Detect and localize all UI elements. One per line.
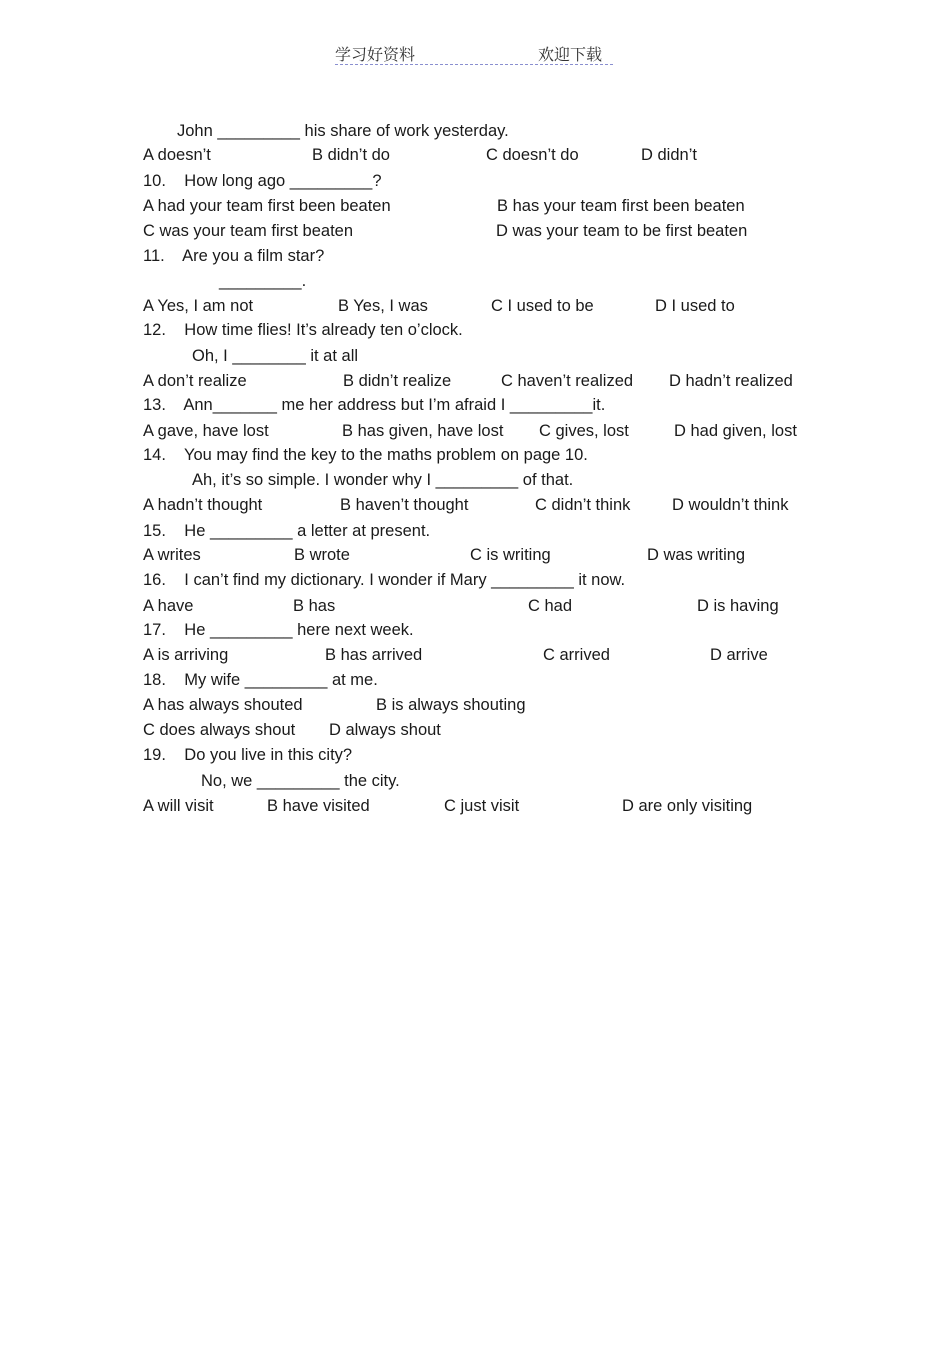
question-11-answer-blank: _________. xyxy=(219,272,307,290)
question-16-option-b: B has xyxy=(293,597,336,615)
question-16-option-d: D is having xyxy=(697,597,779,615)
question-19-option-a: A will visit xyxy=(143,797,214,815)
question-14-option-c: C didn’t think xyxy=(535,496,631,514)
question-19-option-b: B have visited xyxy=(267,797,370,815)
question-9-option-c: C doesn’t do xyxy=(486,146,579,164)
question-10-option-c: C was your team first beaten xyxy=(143,222,354,240)
question-19-option-c: C just visit xyxy=(444,797,520,815)
question-11-option-d: D I used to xyxy=(655,297,735,315)
question-14-option-a: A hadn’t thought xyxy=(143,496,263,514)
question-17-option-a: A is arriving xyxy=(143,646,229,664)
question-12-option-b: B didn’t realize xyxy=(343,372,452,390)
header-left-text: 学习好资料 xyxy=(335,45,416,64)
question-17-option-b: B has arrived xyxy=(325,646,423,664)
header-right-text: 欢迎下载 xyxy=(538,45,603,64)
question-16-option-c: C had xyxy=(528,597,573,615)
question-10-option-b: B has your team first been beaten xyxy=(497,197,745,215)
question-16-stem: 16. I can’t find my dictionary. I wonder if Mary _________ it now. xyxy=(143,571,626,589)
question-13-option-a: A gave, have lost xyxy=(143,422,269,440)
question-13-option-d: D had given, lost xyxy=(674,422,797,440)
question-11-stem: 11. Are you a film star? xyxy=(143,247,325,265)
question-9-stem: John _________ his share of work yesterday. xyxy=(177,122,509,140)
question-9-option-d: D didn’t xyxy=(641,146,697,164)
question-12-option-a: A don’t realize xyxy=(143,372,247,390)
question-14-option-b: B haven’t thought xyxy=(340,496,469,514)
question-18-option-c: C does always shout xyxy=(143,721,296,739)
question-19-stem: 19. Do you live in this city? xyxy=(143,746,353,764)
question-12-option-c: C haven’t realized xyxy=(501,372,634,390)
question-14-option-d: D wouldn’t think xyxy=(672,496,789,514)
question-17-option-c: C arrived xyxy=(543,646,610,664)
question-18-stem: 18. My wife _________ at me. xyxy=(143,671,378,689)
question-16-option-a: A have xyxy=(143,597,194,615)
question-11-option-b: B Yes, I was xyxy=(338,297,428,315)
question-15-option-b: B wrote xyxy=(294,546,350,564)
question-12-stem: 12. How time flies! It’s already ten o’clock. xyxy=(143,321,463,339)
question-12-option-d: D hadn’t realized xyxy=(669,372,793,390)
question-13-option-c: C gives, lost xyxy=(539,422,629,440)
question-13-option-b: B has given, have lost xyxy=(342,422,504,440)
page-header xyxy=(335,42,613,65)
question-15-stem: 15. He _________ a letter at present. xyxy=(143,522,431,540)
question-18-option-b: B is always shouting xyxy=(376,696,526,714)
question-19-response: No, we _________ the city. xyxy=(201,772,400,790)
question-11-option-a: A Yes, I am not xyxy=(143,297,254,315)
question-10-option-a: A had your team first been beaten xyxy=(143,197,391,215)
question-10-option-d: D was your team to be first beaten xyxy=(496,222,748,240)
question-9-option-a: A doesn’t xyxy=(143,146,211,164)
question-17-stem: 17. He _________ here next week. xyxy=(143,621,414,639)
question-18-option-d: D always shout xyxy=(329,721,441,739)
question-14-response: Ah, it’s so simple. I wonder why I _________ of that. xyxy=(192,471,574,489)
question-14-stem: 14. You may find the key to the maths problem on page 10. xyxy=(143,446,588,464)
question-15-option-c: C is writing xyxy=(470,546,551,564)
question-12-response: Oh, I ________ it at all xyxy=(192,347,359,365)
question-15-option-d: D was writing xyxy=(647,546,746,564)
question-10-stem: 10. How long ago _________? xyxy=(143,172,382,190)
question-13-stem: 13. Ann_______ me her address but I’m afraid I _________it. xyxy=(143,396,606,414)
question-15-option-a: A writes xyxy=(143,546,201,564)
question-18-option-a: A has always shouted xyxy=(143,696,303,714)
question-9-option-b: B didn’t do xyxy=(312,146,390,164)
question-17-option-d: D arrive xyxy=(710,646,768,664)
question-19-option-d: D are only visiting xyxy=(622,797,753,815)
question-11-option-c: C I used to be xyxy=(491,297,594,315)
